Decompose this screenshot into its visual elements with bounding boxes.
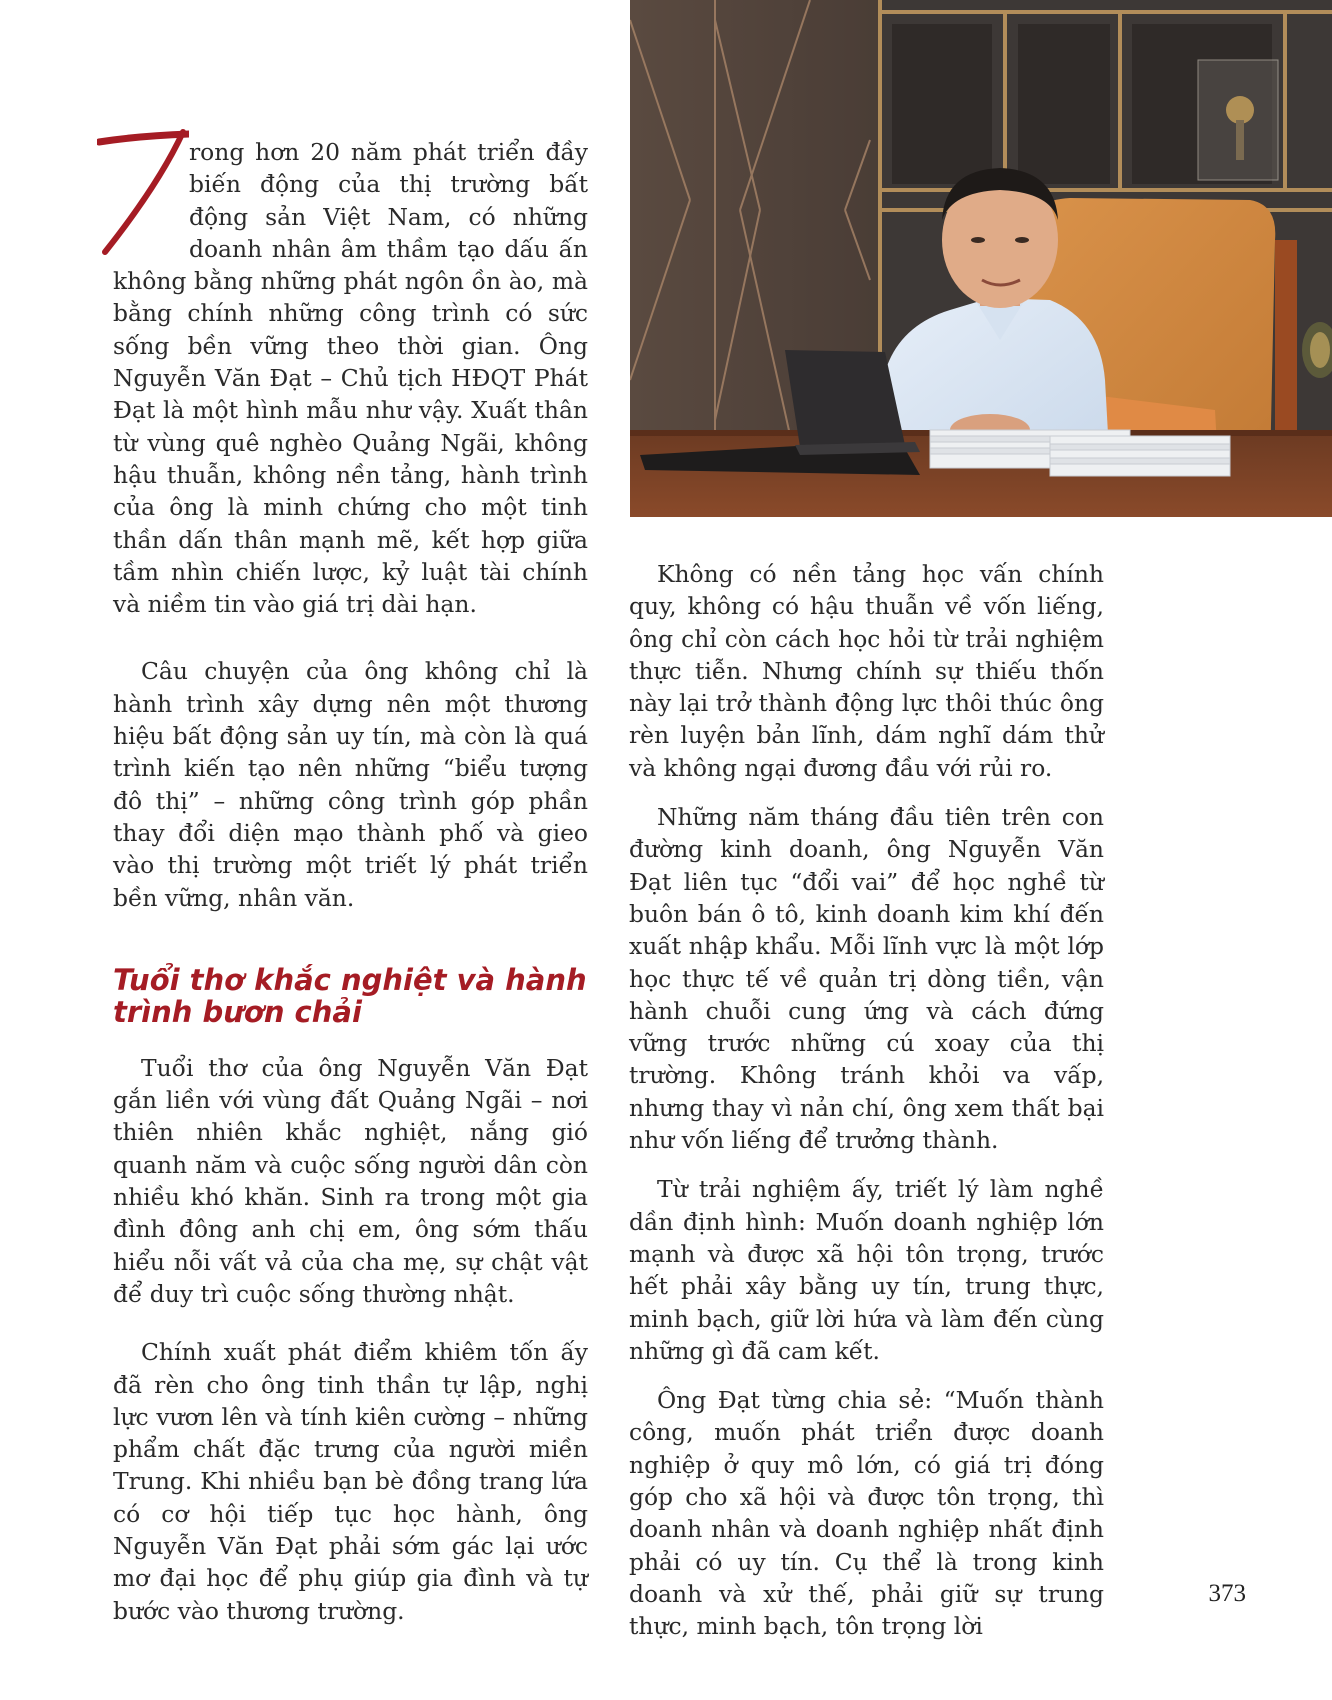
paragraph-philosophy: Từ trải nghiệm ấy, triết lý làm nghề dần định hình: Muốn doanh nghiệp lớn mạnh và được xã hội tôn trọng, trước hết phải xây bằng uy tín, trung thực, minh bạch, giữ lời hứa và làm đến cùng những gì đã cam kết.: [629, 1175, 1104, 1365]
left-column: [113, 136, 588, 1627]
portrait-photo-illustration: [630, 0, 1332, 517]
paragraph-childhood: Tuổi thơ của ông Nguyễn Văn Đạt gắn liền với vùng đất Quảng Ngãi – nơi thiên nhiên khắc nghiệt, nắng gió quanh năm và cuộc sống người dân còn nhiều khó khăn. Sinh ra trong một gia đình đông anh chị em, ông sớm thấu hiểu nỗi vất vả của cha mẹ, sự chật vật để duy trì cuộc sống thường nhật.: [113, 1053, 588, 1308]
paragraph-quote: Ông Đạt từng chia sẻ: “Muốn thành công, muốn phát triển được doanh nghiệp ở quy mô lớn, có giá trị đóng góp cho xã hội và được tôn trọng, thì doanh nhân và doanh nghiệp nhất định phải có uy tín. Cụ thể là trong kinh doanh và xử thế, phải giữ sự trung thực, minh bạch, tôn trọng lời: [629, 1386, 1104, 1641]
portrait-photo: [630, 0, 1332, 517]
page-number: 373: [1208, 1580, 1246, 1607]
drop-cap-t: [97, 126, 189, 256]
intro-text: rong hơn 20 năm phát triển đầy biến động của thị trường bất động sản Việt Nam, có những doanh nhân âm thầm tạo dấu ấn không bằng những phát ngôn ồn ào, mà bằng chính những công trình có sức sống bền vững theo thời gian. Ông Nguyễn Văn Đạt – Chủ tịch HĐQT Phát Đạt là một hình mẫu như vậy. Xuất thân từ vùng quê nghèo Quảng Ngãi, không hậu thuẫn, không nền tảng, hành trình của ông là minh chứng cho một tinh thần dấn thân mạnh mẽ, kết hợp giữa tầm nhìn chiến lược, kỷ luật tài chính và niềm tin vào giá trị dài hạn.: [113, 138, 588, 619]
paragraph-legacy: Câu chuyện của ông không chỉ là hành trình xây dựng nên một thương hiệu bất động sản uy tín, mà còn là quá trình kiến tạo nên những “biểu tượng đô thị” – những công trình góp phần thay đổi diện mạo thành phố và gieo vào thị trường một triết lý phát triển bền vững, nhân văn.: [113, 657, 588, 912]
right-column: [629, 558, 1104, 1643]
paragraph-early-years: Những năm tháng đầu tiên trên con đường kinh doanh, ông Nguyễn Văn Đạt liên tục “đổi vai” để học nghề từ buôn bán ô tô, kinh doanh kim khí đến xuất nhập khẩu. Mỗi lĩnh vực là một lớp học thực tế về quản trị dòng tiền, vận hành chuỗi cung ứng và cách đứng vững trước những cú xoay của thị trường. Không tránh khỏi va vấp, nhưng thay vì nản chí, ông xem thất bại như vốn liếng để trưởng thành.: [629, 803, 1104, 1155]
section-heading: Tuổi thơ khắc nghiệt và hành trình bươn chải: [113, 962, 587, 1029]
paragraph-no-foundation: Không có nền tảng học vấn chính quy, không có hậu thuẫn về vốn liếng, ông chỉ còn cách học hỏi từ trải nghiệm thực tiễn. Nhưng chính sự thiếu thốn này lại trở thành động lực thôi thúc ông rèn luyện bản lĩnh, dám nghĩ dám thử và không ngại đương đầu với rủi ro.: [629, 560, 1104, 782]
intro-paragraph: [113, 136, 588, 620]
paragraph-resilience: Chính xuất phát điểm khiêm tốn ấy đã rèn cho ông tinh thần tự lập, nghị lực vươn lên và tính kiên cường – những phẩm chất đặc trưng của người miền Trung. Khi nhiều bạn bè đồng trang lứa có cơ hội tiếp tục học hành, ông Nguyễn Văn Đạt phải sớm gác lại ước mơ đại học để phụ giúp gia đình và tự bước vào thương trường.: [113, 1338, 588, 1625]
